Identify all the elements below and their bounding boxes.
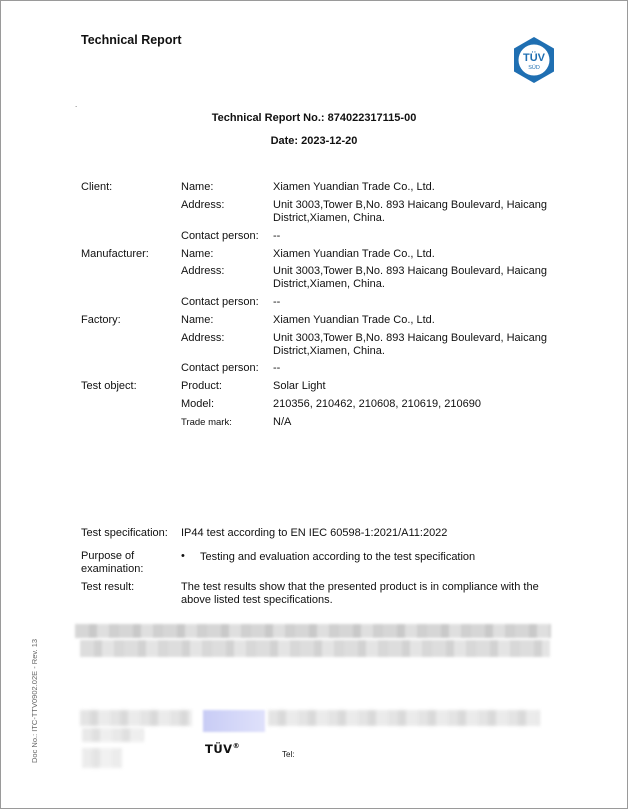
factory-contact: --	[273, 362, 281, 374]
client-contact: --	[273, 230, 281, 242]
client-address-label: Address:	[181, 199, 225, 211]
logo-subtext: SÜD	[528, 65, 540, 71]
tuv-mark	[205, 742, 240, 756]
manufacturer-address: Unit 3003,Tower B,No. 893 Haicang Boulevard, Haicang District,Xiamen, China.	[273, 265, 547, 290]
tuv-mark-text: TÜV	[205, 742, 233, 756]
report-date: Date: 2023-12-20	[270, 135, 358, 147]
test-spec-value: IP44 test according to EN IEC 60598-1:2021/A11:2022	[181, 527, 448, 539]
logo-text: TÜV	[523, 52, 545, 64]
client-address: Unit 3003,Tower B,No. 893 Haicang Boulevard, Haicang District,Xiamen, China.	[273, 199, 547, 224]
manufacturer-address-label: Address:	[181, 265, 225, 277]
stray-mark: .	[75, 100, 78, 109]
report-number: Technical Report No.: 874022317115-00	[211, 112, 417, 124]
purpose-label: Purpose of examination:	[81, 550, 144, 575]
tel-label: Tel:	[282, 750, 295, 759]
test-result-value: The test results show that the presented product is in compliance with the above listed test specifications.	[181, 581, 539, 606]
client-name-label: Name:	[181, 181, 214, 193]
redacted-block	[82, 748, 122, 768]
client-contact-label: Contact person:	[181, 230, 259, 242]
test-spec-label: Test specification:	[81, 527, 168, 539]
product-label: Product:	[181, 380, 222, 392]
purpose-bullet: •	[181, 550, 185, 562]
manufacturer-contact: --	[273, 296, 281, 308]
tuv-sud-logo-icon	[510, 36, 558, 84]
trademark-label: Trade mark:	[181, 417, 232, 428]
purpose-value: Testing and evaluation according to the test specification	[200, 551, 476, 563]
redacted-block	[203, 710, 265, 732]
model-value: 210356, 210462, 210608, 210619, 210690	[273, 398, 481, 410]
redacted-block	[75, 624, 551, 638]
factory-name: Xiamen Yuandian Trade Co., Ltd.	[273, 314, 435, 326]
redacted-block	[80, 710, 192, 726]
manufacturer-name-label: Name:	[181, 248, 214, 260]
client-name: Xiamen Yuandian Trade Co., Ltd.	[273, 181, 435, 193]
manufacturer-section-label: Manufacturer:	[81, 248, 149, 260]
tuv-reg: ®	[232, 742, 241, 751]
test-result-label: Test result:	[81, 581, 135, 593]
trademark-value: N/A	[273, 416, 292, 428]
client-section-label: Client:	[81, 181, 113, 193]
redacted-block	[82, 728, 144, 742]
product-value: Solar Light	[273, 380, 326, 392]
model-label: Model:	[181, 398, 215, 410]
factory-contact-label: Contact person:	[181, 362, 259, 374]
manufacturer-contact-label: Contact person:	[181, 296, 259, 308]
factory-address-label: Address:	[181, 332, 225, 344]
redacted-block	[80, 640, 550, 657]
test-object-section-label: Test object:	[81, 380, 137, 392]
factory-name-label: Name:	[181, 314, 214, 326]
factory-address: Unit 3003,Tower B,No. 893 Haicang Boulevard, Haicang District,Xiamen, China.	[273, 332, 547, 357]
redacted-block	[268, 710, 540, 726]
manufacturer-name: Xiamen Yuandian Trade Co., Ltd.	[273, 248, 435, 260]
doc-number: Doc No.: ITC-TTV0902.02E - Rev. 13	[30, 638, 39, 763]
factory-section-label: Factory:	[81, 314, 121, 326]
header-title: Technical Report	[81, 33, 182, 47]
